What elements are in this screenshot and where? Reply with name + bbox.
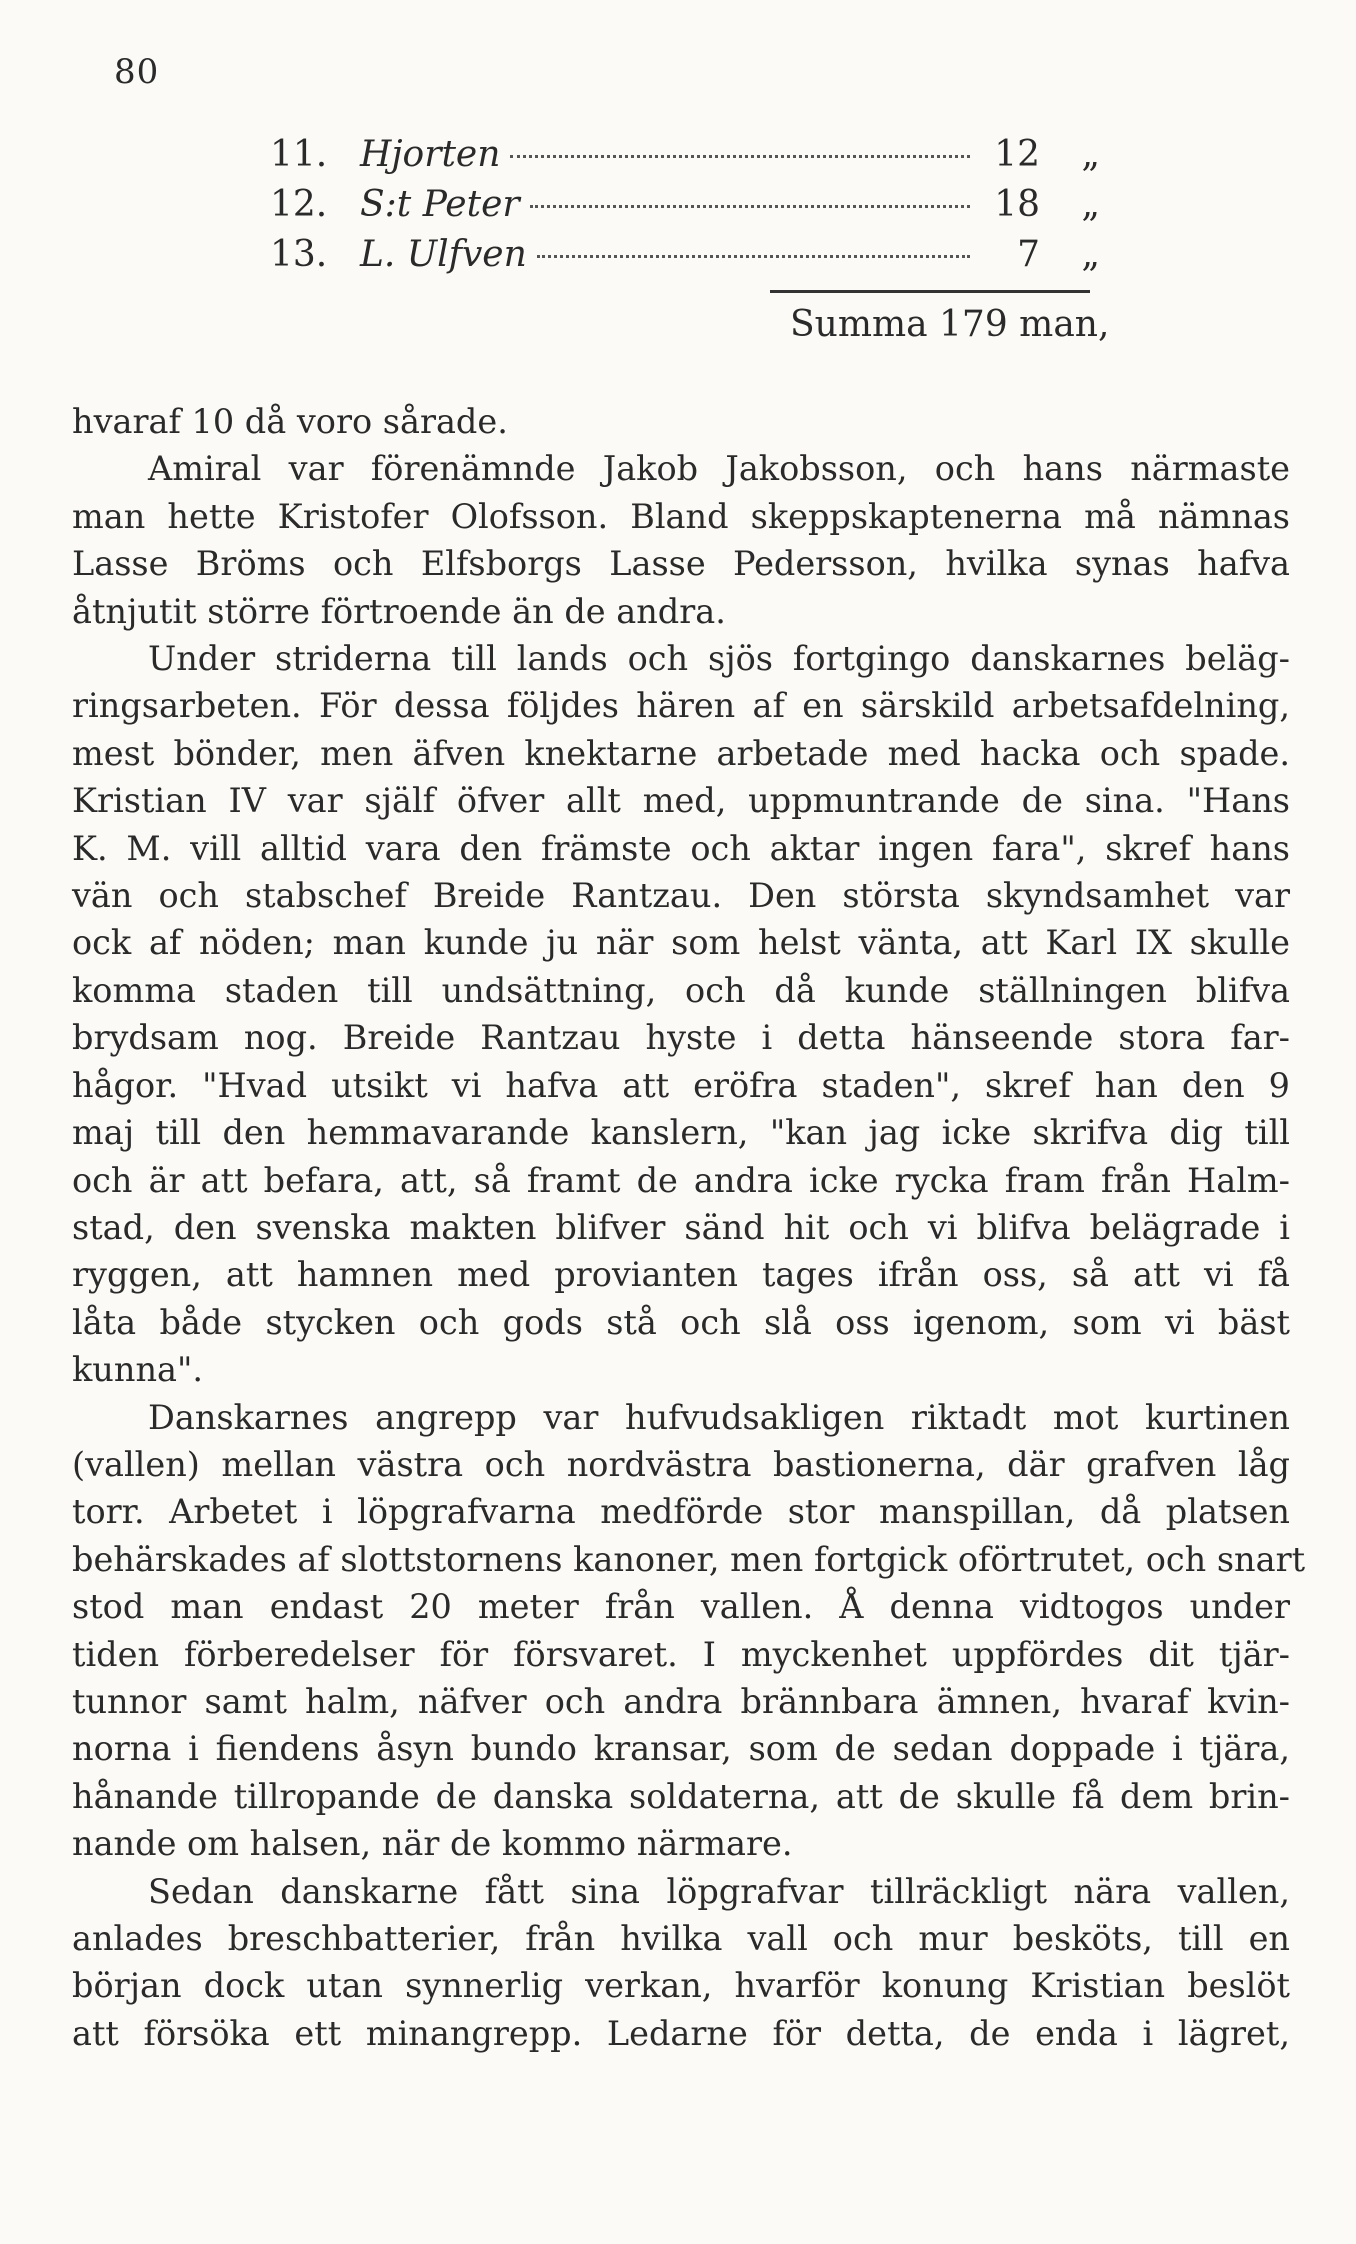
roster-count: 18	[994, 184, 1040, 225]
text-line: brydsam nog. Breide Rantzau hyste i detta hänseende stora far-	[72, 1018, 1290, 1058]
roster-count: 7	[1017, 234, 1040, 275]
roster-number: 13.	[270, 234, 328, 275]
page-number: 80	[114, 52, 160, 92]
text-line: vän och stabschef Breide Rantzau. Den största skyndsamhet var	[72, 876, 1290, 916]
text-line: Under striderna till lands och sjös fortgingo danskarnes beläg-	[148, 639, 1290, 679]
text-line: och är att befara, att, så framt de andra icke rycka fram från Halm-	[72, 1160, 1290, 1200]
text-line: ringsarbeten. För dessa följdes hären af en särskild arbetsafdelning,	[72, 686, 1290, 726]
roster-ship-name: S:t Peter	[360, 184, 520, 225]
leader-dots	[537, 255, 970, 258]
crew-roster	[270, 134, 1100, 284]
sum-rule	[770, 290, 1090, 293]
roster-number: 11.	[270, 134, 328, 175]
text-line: Sedan danskarne fått sina löpgrafvar tillräckligt nära vallen,	[148, 1871, 1290, 1911]
roster-ship-name: Hjorten	[360, 134, 501, 175]
text-line: hvaraf 10 då voro sårade.	[72, 402, 508, 441]
roster-row	[270, 234, 1100, 284]
text-line: kunna".	[72, 1350, 204, 1390]
text-line: Amiral var förenämnde Jakob Jakobsson, och hans närmaste	[148, 449, 1290, 489]
text-line: mest bönder, men äfven knektarne arbetade med hacka och spade.	[72, 733, 1290, 773]
text-line: stod man endast 20 meter från vallen. Å denna vidtogos under	[72, 1587, 1290, 1627]
text-line: Danskarnes angrepp var hufvudsakligen riktadt mot kurtinen	[148, 1397, 1290, 1437]
roster-row	[270, 184, 1100, 234]
text-line: komma staden till undsättning, och då kunde ställningen blifva	[72, 970, 1290, 1010]
roster-count: 12	[994, 134, 1040, 175]
roster-ditto: „	[1081, 134, 1100, 175]
leader-dots	[510, 155, 970, 158]
text-line: nande om halsen, när de kommo närmare.	[72, 1824, 793, 1864]
text-line: K. M. vill alltid vara den främste och aktar ingen fara", skref hans	[72, 828, 1290, 868]
text-line: att försöka ett minangrepp. Ledarne för detta, de enda i lägret,	[72, 2013, 1290, 2053]
leader-dots	[530, 205, 970, 208]
text-line: norna i fiendens åsyn bundo kransar, som de sedan doppade i tjära,	[72, 1729, 1290, 1769]
text-line: ock af nöden; man kunde ju när som helst vänta, att Karl IX skulle	[72, 923, 1290, 963]
text-line: åtnjutit större förtroende än de andra.	[72, 591, 726, 631]
text-line: ryggen, att hamnen med provianten tages ifrån oss, så att vi få	[72, 1255, 1290, 1295]
text-line: Lasse Bröms och Elfsborgs Lasse Pedersson, hvilka synas hafva	[72, 544, 1290, 584]
text-line: hågor. "Hvad utsikt vi hafva att eröfra staden", skref han den 9	[72, 1065, 1290, 1105]
text-line: tiden förberedelser för försvaret. I myckenhet uppfördes dit tjär-	[72, 1634, 1290, 1674]
text-line: anlades breschbatterier, från hvilka vall och mur besköts, till en	[72, 1919, 1290, 1958]
text-line: stad, den svenska makten blifver sänd hit och vi blifva belägrade i	[72, 1207, 1290, 1247]
text-line: hånande tillropande de danska soldaterna, att de skulle få dem brin-	[72, 1776, 1290, 1816]
text-line: låta både stycken och gods stå och slå oss igenom, som vi bäst	[72, 1302, 1290, 1342]
body-text	[72, 398, 1306, 2057]
roster-ditto: „	[1081, 234, 1100, 275]
roster-ditto: „	[1081, 184, 1100, 225]
roster-ship-name: L. Ulfven	[360, 234, 527, 275]
text-line: behärskades af slottstornens kanoner, men fortgick oförtrutet, och snart	[72, 1539, 1306, 1579]
text-line: början dock utan synnerlig verkan, hvarför konung Kristian beslöt	[72, 1966, 1290, 2006]
roster-number: 12.	[270, 184, 328, 225]
text-line: maj till den hemmavarande kanslern, "kan jag icke skrifva dig till	[72, 1113, 1290, 1153]
roster-row	[270, 134, 1100, 184]
text-line: (vallen) mellan västra och nordvästra bastionerna, där grafven låg	[72, 1444, 1290, 1484]
text-line: Kristian IV var själf öfver allt med, uppmuntrande de sina. "Hans	[72, 781, 1290, 821]
text-line: tunnor samt halm, näfver och andra brännbara ämnen, hvaraf kvin-	[72, 1681, 1290, 1721]
text-line: man hette Kristofer Olofsson. Bland skeppskaptenerna må nämnas	[72, 496, 1290, 536]
roster-sum: Summa 179 man,	[790, 304, 1110, 345]
text-line: torr. Arbetet i löpgrafvarna medförde stor manspillan, då platsen	[72, 1492, 1290, 1532]
